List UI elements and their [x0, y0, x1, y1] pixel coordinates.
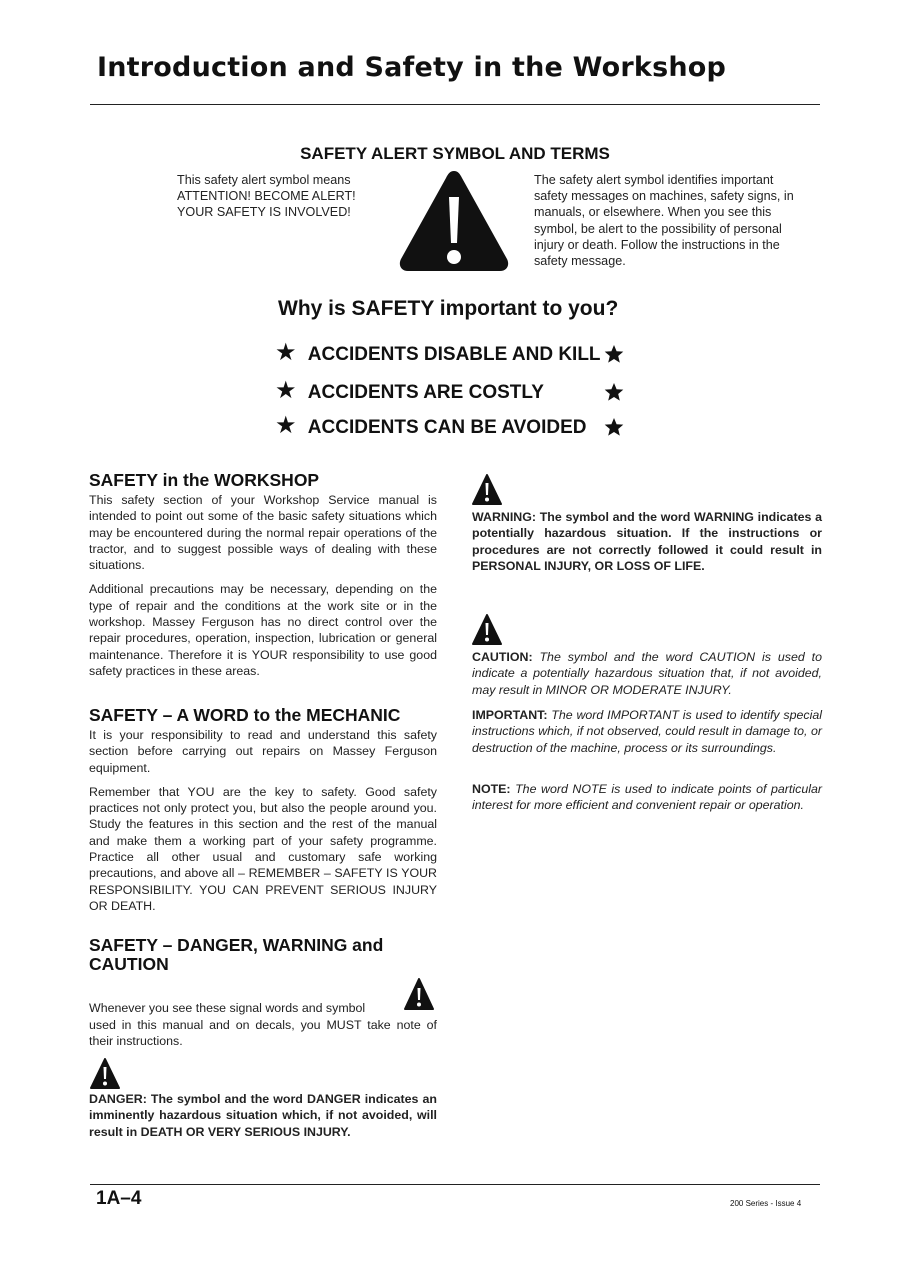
- note-body: The word NOTE is used to indicate points of particular interest for more efficient and convenient repair or operation.: [472, 782, 822, 813]
- series-issue: 200 Series - Issue 4: [730, 1199, 802, 1208]
- star-icon: [604, 382, 624, 402]
- title-rule: [90, 104, 820, 105]
- important-text: [472, 707, 822, 756]
- star-icon: ★: [275, 339, 297, 366]
- workshop-p1: This safety section of your Workshop Service manual is intended to point out some of the basic safety situations which may be encountered during the normal repair operations of the tractor, and to suggest possible ways of dealing with these situations.: [89, 493, 437, 573]
- danger-intro-b: used in this manual and on decals, you MUST take note of their instructions.: [89, 1018, 437, 1049]
- alert-right-text: The safety alert symbol identifies important safety messages on machines, safety signs, in manuals, or elsewhere. When you see this symbol, be alert to the possibility of personal injury or death. Follow the instructions in the safety message.: [534, 173, 794, 269]
- footer-rule: [90, 1184, 820, 1185]
- alert-heading: SAFETY ALERT SYMBOL AND TERMS: [300, 144, 610, 163]
- why-item-text: ACCIDENTS CAN BE AVOIDED: [307, 417, 587, 438]
- alert-left-line-3: YOUR SAFETY IS INVOLVED!: [177, 205, 351, 219]
- star-icon: [604, 344, 624, 364]
- why-item-2: [275, 377, 544, 404]
- alert-left-line-2: ATTENTION! BECOME ALERT!: [177, 189, 356, 203]
- small-warning-triangle-icon: [404, 978, 434, 1012]
- mechanic-body: [89, 727, 437, 922]
- caution-label: CAUTION:: [472, 650, 533, 664]
- danger-heading-line-2: CAUTION: [89, 954, 169, 974]
- why-item-3: [275, 412, 587, 439]
- why-item-text: ACCIDENTS DISABLE AND KILL: [307, 344, 601, 365]
- mechanic-heading: SAFETY – A WORD to the MECHANIC: [89, 705, 401, 725]
- workshop-heading: SAFETY in the WORKSHOP: [89, 470, 320, 490]
- caution-text: [472, 649, 822, 698]
- page-number: 1A–4: [96, 1188, 142, 1209]
- note-text: [472, 781, 822, 814]
- caution-body: The symbol and the word CAUTION is used to indicate a potentially hazardous situation that, if not avoided, may result in MINOR OR MODERATE INJURY.: [472, 650, 822, 697]
- why-item-text: ACCIDENTS ARE COSTLY: [307, 382, 544, 403]
- workshop-p2: Additional precautions may be necessary, depending on the type of repair and the conditions at the work site or in the workshop. Massey Ferguson has no direct control over the repair procedures, operation, inspection, lubrication or general maintenance. Therefore it is YOUR responsibility to use good safety practices in these areas.: [89, 582, 437, 678]
- why-heading: Why is SAFETY important to you?: [278, 297, 619, 320]
- danger-warning-triangle-icon: [90, 1058, 120, 1090]
- star-icon: ★: [275, 377, 297, 404]
- star-icon: [604, 417, 624, 437]
- danger-text: DANGER: The symbol and the word DANGER indicates an imminently hazardous situation which, if not avoided, will result in DEATH OR VERY SERIOUS INJURY.: [89, 1092, 437, 1139]
- danger-heading: [89, 936, 383, 974]
- why-item-1: [275, 339, 601, 366]
- page-title: Introduction and Safety in the Workshop: [97, 52, 727, 83]
- workshop-body: [89, 492, 437, 687]
- star-icon: ★: [275, 412, 297, 439]
- important-body: The word IMPORTANT is used to identify special instructions which, if not observed, could result in damage to, or destruction of the machine, process or its surroundings.: [472, 708, 822, 755]
- mechanic-p1: It is your responsibility to read and understand this safety section before carrying out repairs on Massey Ferguson equipment.: [89, 728, 437, 775]
- danger-intro: [89, 1000, 437, 1016]
- danger-heading-line-1: SAFETY – DANGER, WARNING and: [89, 935, 384, 955]
- caution-triangle-icon: [472, 614, 502, 646]
- warning-triangle-icon: [472, 474, 502, 506]
- danger-intro-a: Whenever you see these signal words and symbol: [89, 1001, 366, 1015]
- mechanic-p2: Remember that YOU are the key to safety. Good safety practices not only protect you, but also the people around you. Study the features in this section and the rest of the manual and make them a working part of your safety programme. Practice all other usual and customary safe working precautions, and above all – REMEMBER – SAFETY IS YOUR RESPONSIBILITY. YOU CAN PREVENT SERIOUS INJURY OR DEATH.: [89, 784, 437, 913]
- important-label: IMPORTANT:: [472, 708, 548, 722]
- alert-left-text: [177, 172, 387, 220]
- warning-text: WARNING: The symbol and the word WARNING indicates a potentially hazardous situation. If the instructions or procedures are not correctly followed it could result in PERSONAL INJURY, OR LOSS OF LIFE.: [472, 510, 822, 573]
- note-label: NOTE:: [472, 782, 511, 796]
- alert-left-line-1: This safety alert symbol means: [177, 173, 351, 187]
- large-warning-triangle-icon: [397, 167, 511, 275]
